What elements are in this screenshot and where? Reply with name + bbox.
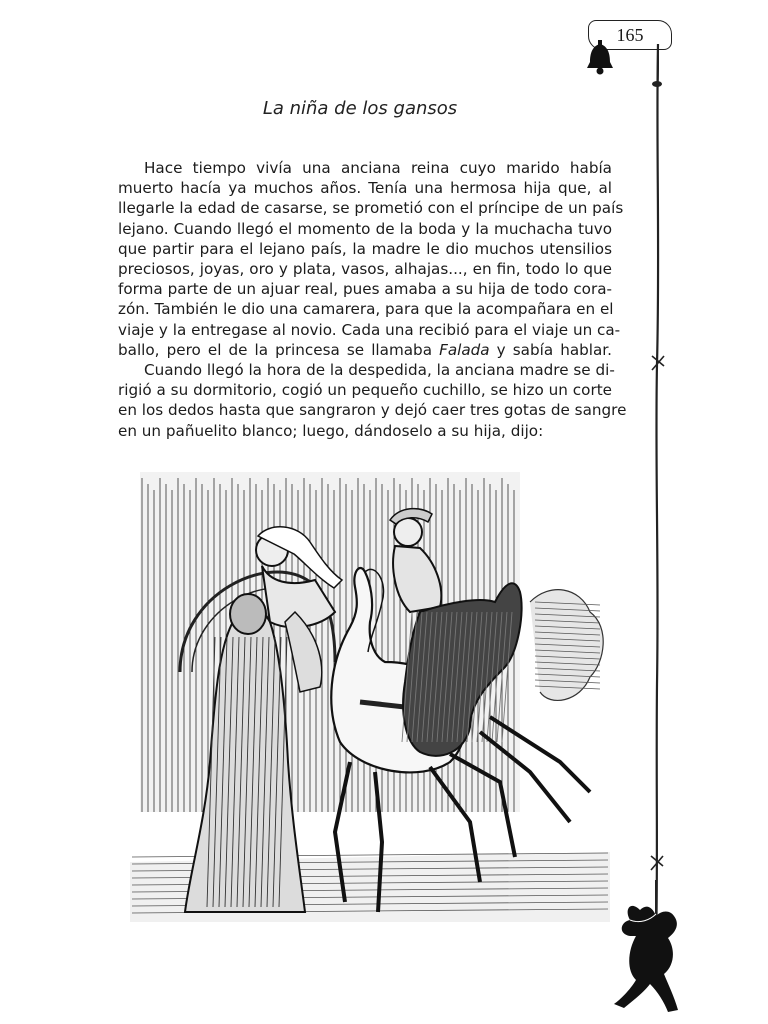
text-line: muerto hacía ya muchos años. Tenía una hermosa hija que, al: [118, 179, 612, 198]
vine-border-ornament: [612, 44, 672, 1024]
text-line: lejano. Cuando llegó el momento de la boda y la muchacha tuvo: [118, 219, 612, 238]
text-line: preciosos, joyas, oro y plata, vasos, alhajas..., en fin, todo lo que: [118, 260, 612, 279]
story-text: [118, 158, 627, 441]
imp-figure-ornament: [610, 880, 700, 1020]
text-line: Hace tiempo vivía una anciana reina cuyo marido había: [144, 159, 612, 177]
text-segment: ballo, pero el de la princesa se llamaba: [118, 340, 440, 359]
text-line: en un pañuelito blanco; luego, dándoselo a su hija, dijo:: [118, 421, 544, 440]
text-line: rigió a su dormitorio, cogió un pequeño cuchillo, se hizo un corte: [118, 381, 612, 400]
text-line: viaje y la entregase al novio. Cada una recibió para el viaje un ca-: [118, 320, 621, 339]
text-line: en los dedos hasta que sangraron y dejó caer tres gotas de sangre: [118, 401, 627, 420]
text-line: forma parte de un ajuar real, pues amaba a su hija de todo cora-: [118, 280, 612, 299]
page-number: 165: [616, 24, 644, 45]
text-line: que partir para el lejano país, la madre le dio muchos utensilios: [118, 239, 612, 258]
text-line: [118, 340, 612, 360]
text-line: zón. También le dio una camarera, para que la acompañara en el: [118, 300, 614, 319]
text-line: llegarle la edad de casarse, se prometió con el príncipe de un país: [118, 199, 624, 218]
text-segment: y sabía hablar.: [489, 340, 612, 359]
paragraph-1: [118, 158, 624, 360]
story-title: La niña de los gansos: [262, 98, 458, 119]
horse-name: Falada: [439, 340, 490, 359]
text-line: Cuando llegó la hora de la despedida, la anciana madre se di-: [144, 361, 615, 380]
engraving-illustration: [120, 462, 620, 922]
paragraph-2: [118, 360, 627, 441]
